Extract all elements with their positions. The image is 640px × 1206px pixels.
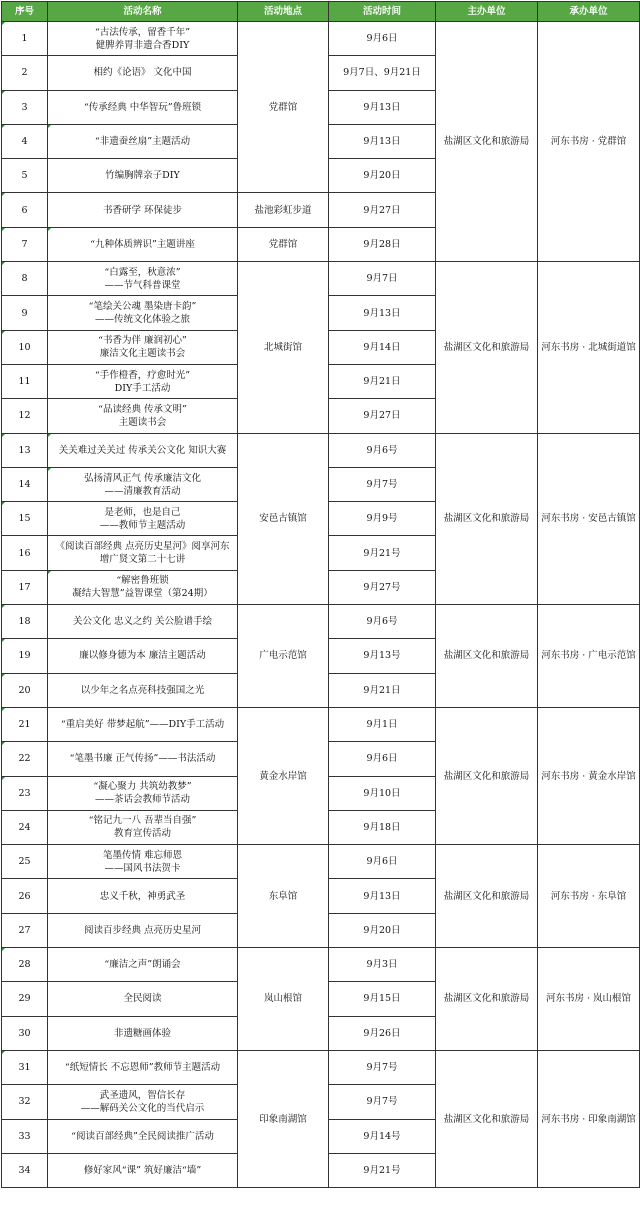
host-unit: 盐湖区文化和旅游局 (436, 845, 538, 948)
activity-name (48, 776, 238, 810)
activity-name (48, 296, 238, 330)
table-row (2, 262, 640, 296)
row-number: 28 (2, 948, 48, 982)
row-number: 29 (2, 982, 48, 1016)
activity-name (48, 1085, 238, 1119)
activity-name-line: “纸短情长 不忘恩师”教师节主题活动 (64, 1062, 221, 1074)
row-number: 13 (2, 433, 48, 467)
row-number: 11 (2, 364, 48, 398)
activity-name-line: “廉洁之声”朗诵会 (104, 959, 181, 971)
activity-name (48, 845, 238, 879)
activity-name (48, 56, 238, 90)
organizer-unit: 河东书房 · 广电示范馆 (538, 605, 640, 708)
activity-name (48, 639, 238, 673)
activity-time: 9月6日 (329, 845, 436, 879)
table-row (2, 605, 640, 639)
activity-time: 9月10日 (329, 776, 436, 810)
activity-name-line: “白露至，秋意浓” (104, 266, 181, 278)
activity-name (48, 913, 238, 947)
activity-location: 印象南湖馆 (238, 1050, 329, 1187)
organizer-unit: 河东书房 · 党群馆 (538, 22, 640, 262)
activity-name-line: “铭记九一八 吾辈当自强” (88, 815, 197, 827)
activity-time: 9月13日 (329, 879, 436, 913)
table-row (2, 22, 640, 56)
activity-name-line: 凝结大智慧”益智课堂（第24期） (72, 588, 213, 600)
row-number: 19 (2, 639, 48, 673)
activity-name-line: 竹编胸牌亲子DIY (105, 170, 180, 182)
organizer-unit: 河东书房 · 北城街道馆 (538, 262, 640, 433)
activity-time: 9月6日 (329, 742, 436, 776)
host-unit: 盐湖区文化和旅游局 (436, 707, 538, 844)
row-number: 31 (2, 1050, 48, 1084)
activity-time: 9月13日 (329, 124, 436, 158)
activity-time: 9月20日 (329, 159, 436, 193)
row-number: 22 (2, 742, 48, 776)
activity-name (48, 262, 238, 296)
activity-name-line: 增广贤文第二十七讲 (99, 554, 186, 566)
activity-name (48, 90, 238, 124)
activity-time: 9月6号 (329, 433, 436, 467)
activity-name (48, 742, 238, 776)
activity-name (48, 879, 238, 913)
activity-time: 9月21号 (329, 536, 436, 570)
activity-name (48, 467, 238, 501)
row-number: 6 (2, 193, 48, 227)
header-time: 活动时间 (329, 2, 436, 22)
organizer-unit: 河东书房 · 安邑古镇馆 (538, 433, 640, 604)
activity-name-line: 书香研学 环保徒步 (102, 204, 183, 216)
activity-name-line: ——传统文化体验之旅 (94, 314, 190, 326)
activity-time: 9月18日 (329, 810, 436, 844)
activity-name (48, 570, 238, 604)
activity-name-line: 弘扬清风正气 传承廉洁文化 (83, 472, 202, 484)
activity-name-line: ——教师节主题活动 (99, 519, 186, 531)
activity-name (48, 1050, 238, 1084)
table-header (2, 2, 640, 22)
host-unit: 盐湖区文化和旅游局 (436, 22, 538, 262)
activity-name (48, 330, 238, 364)
table-row (2, 948, 640, 982)
row-number: 4 (2, 124, 48, 158)
activity-time: 9月9号 (329, 502, 436, 536)
row-number: 26 (2, 879, 48, 913)
row-number: 32 (2, 1085, 48, 1119)
table-row (2, 1050, 640, 1084)
activity-name-line: 修好家风“课” 筑好廉洁“墙” (83, 1164, 202, 1176)
activity-name (48, 536, 238, 570)
host-unit: 盐湖区文化和旅游局 (436, 433, 538, 604)
activity-name-line: “重启美好 带梦起航”——DIY手工活动 (60, 719, 225, 731)
row-number: 10 (2, 330, 48, 364)
activity-name-line: “阅读百部经典”全民阅读推广活动 (71, 1130, 214, 1142)
organizer-unit: 河东书房 · 岚山根馆 (538, 948, 640, 1051)
activity-time: 9月13日 (329, 296, 436, 330)
activity-time: 9月21号 (329, 1153, 436, 1187)
row-number: 34 (2, 1153, 48, 1187)
header-location: 活动地点 (238, 2, 329, 22)
activity-name-line: 武圣遗风，智信长存 (99, 1089, 186, 1101)
activity-name (48, 1016, 238, 1050)
activity-location: 安邑古镇馆 (238, 433, 329, 604)
activity-name-line: “非遗蚕丝扇”主题活动 (94, 136, 191, 148)
activity-name-line: ——国风书法贺卡 (104, 862, 181, 874)
activity-location: 广电示范馆 (238, 605, 329, 708)
activity-name-line: “书香为伴 廉润初心” (98, 335, 187, 347)
activity-time: 9月7日 (329, 262, 436, 296)
activity-name (48, 399, 238, 433)
activity-time: 9月14日 (329, 330, 436, 364)
activity-schedule-table (1, 1, 640, 1188)
activity-name-line: DIY手工活动 (114, 382, 171, 394)
activity-time: 9月6号 (329, 605, 436, 639)
activity-time: 9月27日 (329, 193, 436, 227)
header-host: 主办单位 (436, 2, 538, 22)
activity-time: 9月7号 (329, 1085, 436, 1119)
activity-time: 9月7日、9月21日 (329, 56, 436, 90)
activity-time: 9月13号 (329, 639, 436, 673)
row-number: 33 (2, 1119, 48, 1153)
activity-name (48, 707, 238, 741)
activity-name (48, 673, 238, 707)
row-number: 24 (2, 810, 48, 844)
activity-name (48, 810, 238, 844)
host-unit: 盐湖区文化和旅游局 (436, 948, 538, 1051)
activity-location: 盐池彩虹步道 (238, 193, 329, 227)
activity-name-line: “传承经典 中华智玩”鲁班锁 (83, 101, 202, 113)
row-number: 1 (2, 22, 48, 56)
row-number: 3 (2, 90, 48, 124)
activity-name-line: 廉洁文化主题读书会 (99, 348, 186, 360)
activity-name-line: 全民阅读 (123, 993, 162, 1005)
activity-name (48, 227, 238, 261)
activity-name (48, 502, 238, 536)
activity-time: 9月27日 (329, 399, 436, 433)
activity-name-line: “古法传承，留香千年” (94, 26, 191, 38)
header-organizer: 承办单位 (538, 2, 640, 22)
activity-name-line: 是老师，也是自己 (104, 506, 181, 518)
host-unit: 盐湖区文化和旅游局 (436, 1050, 538, 1187)
activity-name (48, 948, 238, 982)
activity-name-line: 忠义千秋，神勇武圣 (99, 890, 186, 902)
activity-location: 黄金水岸馆 (238, 707, 329, 844)
activity-name-line: 廉以修身德为本 廉洁主题活动 (79, 650, 206, 662)
activity-name-line: ——解码关公文化的当代启示 (80, 1102, 205, 1114)
activity-name-line: “凝心聚力 共筑幼教梦” (93, 781, 192, 793)
activity-name-line: 非遗糖画体验 (113, 1027, 171, 1039)
activity-time: 9月7号 (329, 467, 436, 501)
row-number: 27 (2, 913, 48, 947)
activity-time: 9月21日 (329, 364, 436, 398)
activity-time: 9月14号 (329, 1119, 436, 1153)
activity-name-line: “品读经典 传承文明” (98, 403, 187, 415)
activity-time: 9月20日 (329, 913, 436, 947)
activity-location: 北城街馆 (238, 262, 329, 433)
activity-name (48, 982, 238, 1016)
activity-location: 东阜馆 (238, 845, 329, 948)
row-number: 7 (2, 227, 48, 261)
activity-time: 9月28日 (329, 227, 436, 261)
activity-name (48, 159, 238, 193)
row-number: 12 (2, 399, 48, 433)
activity-name-line: ——节气科普课堂 (104, 279, 181, 291)
activity-time: 9月7号 (329, 1050, 436, 1084)
activity-time: 9月13日 (329, 90, 436, 124)
table-body (2, 22, 640, 1188)
activity-name-line: 以少年之名点亮科技强国之光 (80, 684, 205, 696)
activity-name-line: “笔绘关公魂 墨染唐卡韵” (88, 301, 197, 313)
activity-time: 9月27号 (329, 570, 436, 604)
activity-name (48, 364, 238, 398)
row-number: 25 (2, 845, 48, 879)
row-number: 15 (2, 502, 48, 536)
activity-name-line: “笔墨书廉 正气传扬”——书法活动 (69, 753, 216, 765)
activity-name (48, 605, 238, 639)
row-number: 8 (2, 262, 48, 296)
activity-time: 9月6日 (329, 22, 436, 56)
row-number: 20 (2, 673, 48, 707)
activity-name-line: 《阅读百部经典 点亮历史星河》阅享河东 (55, 541, 230, 553)
row-number: 30 (2, 1016, 48, 1050)
table-row (2, 845, 640, 879)
host-unit: 盐湖区文化和旅游局 (436, 605, 538, 708)
activity-name (48, 1119, 238, 1153)
activity-name-line: ——清廉教育活动 (104, 485, 181, 497)
activity-name (48, 433, 238, 467)
row-number: 16 (2, 536, 48, 570)
organizer-unit: 河东书房 · 印象南湖馆 (538, 1050, 640, 1187)
activity-name (48, 124, 238, 158)
row-number: 2 (2, 56, 48, 90)
table-row (2, 707, 640, 741)
activity-location: 党群馆 (238, 22, 329, 193)
activity-name-line: 教育宣传活动 (113, 828, 171, 840)
row-number: 9 (2, 296, 48, 330)
activity-location: 岚山根馆 (238, 948, 329, 1051)
activity-name-line: 主题读书会 (118, 416, 167, 428)
row-number: 23 (2, 776, 48, 810)
host-unit: 盐湖区文化和旅游局 (436, 262, 538, 433)
activity-name-line: 笔墨传情 难忘师恩 (102, 849, 183, 861)
row-number: 18 (2, 605, 48, 639)
row-number: 5 (2, 159, 48, 193)
activity-time: 9月15日 (329, 982, 436, 1016)
activity-name-line: 阅读百步经典 点亮历史星河 (83, 924, 202, 936)
activity-name-line: 关公文化 忠义之约 关公脸谱手绘 (72, 616, 213, 628)
organizer-unit: 河东书房 · 东阜馆 (538, 845, 640, 948)
row-number: 14 (2, 467, 48, 501)
activity-name-line: ——茶话会教师节活动 (94, 794, 190, 806)
activity-time: 9月1日 (329, 707, 436, 741)
activity-name-line: “解密鲁班锁 (116, 575, 169, 587)
activity-name-line: 关关难过关关过 传承关公文化 知识大赛 (58, 444, 227, 456)
activity-location: 党群馆 (238, 227, 329, 261)
activity-time: 9月3日 (329, 948, 436, 982)
activity-name (48, 1153, 238, 1187)
activity-name-line: “九种体质辨识”主题讲座 (90, 238, 195, 250)
activity-name (48, 22, 238, 56)
table-row (2, 433, 640, 467)
header-number: 序号 (2, 2, 48, 22)
row-number: 17 (2, 570, 48, 604)
activity-time: 9月26日 (329, 1016, 436, 1050)
header-activity-name: 活动名称 (48, 2, 238, 22)
activity-time: 9月21日 (329, 673, 436, 707)
row-number: 21 (2, 707, 48, 741)
activity-name (48, 193, 238, 227)
activity-name-line: 相约《论语》 文化中国 (93, 67, 192, 79)
activity-name-line: “手作橙香，疗愈时光” (94, 369, 191, 381)
organizer-unit: 河东书房 · 黄金水岸馆 (538, 707, 640, 844)
activity-name-line: 健脾养胃非遗合香DIY (95, 39, 190, 51)
